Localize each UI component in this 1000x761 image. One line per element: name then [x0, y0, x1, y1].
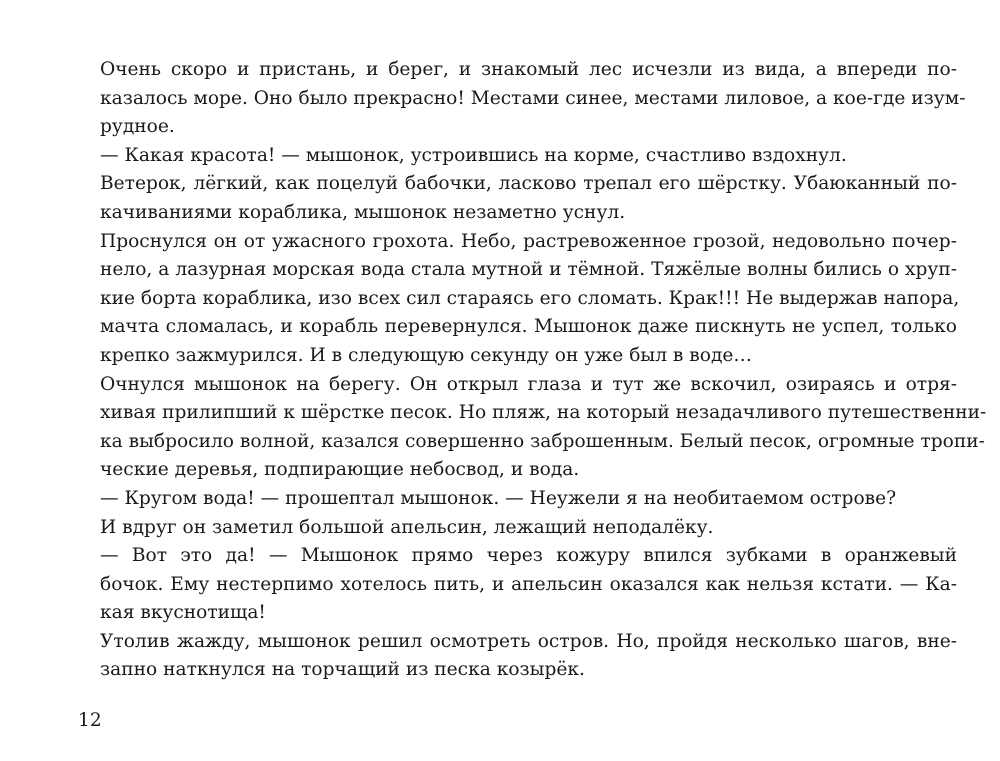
text-line: ческие деревья, подпирающие небосвод, и вода.	[100, 459, 580, 481]
text-line: кая вкуснотища!	[100, 602, 266, 624]
text-line: Утолив жажду, мышонок решил осмотреть остров. Но, пройдя несколько шагов, вне-	[100, 630, 957, 652]
paragraph	[100, 485, 957, 514]
paragraph	[100, 514, 957, 543]
text-line: ка выбросило волной, казался совершенно заброшенным. Белый песок, огромные тропи-	[100, 430, 985, 452]
text-line: — Вот это да! — Мышонок прямо через кожуру впился зубками в оранжевый	[100, 545, 957, 567]
text-line: казалось море. Оно было прекрасно! Местами синее, местами лиловое, а кое-где изум-	[100, 87, 966, 109]
text-line: бочок. Ему нестерпимо хотелось пить, и апельсин оказался как нельзя кстати. — Ка-	[100, 573, 957, 595]
text-line: И вдруг он заметил большой апельсин, лежащий неподалёку.	[100, 516, 714, 538]
text-line: — Кругом вода! — прошептал мышонок. — Неужели я на необитаемом острове?	[100, 487, 897, 509]
paragraph	[100, 228, 960, 371]
text-line: качиваниями кораблика, мышонок незаметно уснул.	[100, 201, 626, 223]
text-line: хивая прилипший к шёрстке песок. Но пляж, на который незадачливого путешественни-	[100, 402, 987, 424]
text-line: Ветерок, лёгкий, как поцелуй бабочки, ласково трепал его шёрстку. Убаюканный по-	[100, 173, 957, 195]
text-line: крепко зажмурился. И в следующую секунду он уже был в воде…	[100, 344, 753, 366]
text-line: нело, а лазурная морская вода стала мутной и тёмной. Тяжёлые волны бились о хруп-	[100, 259, 957, 281]
text-line: Очнулся мышонок на берегу. Он открыл глаза и тут же вскочил, озираясь и отря-	[100, 373, 957, 395]
paragraph	[100, 542, 957, 628]
text-line: рудное.	[100, 116, 175, 138]
text-line: — Какая красота! — мышонок, устроившись на корме, счастливо вздохнул.	[100, 144, 847, 166]
page-number: 12	[78, 710, 102, 731]
story-text	[100, 56, 987, 685]
paragraph	[100, 170, 957, 227]
text-line: запно наткнулся на торчащий из песка козырёк.	[100, 659, 585, 681]
text-line: Проснулся он от ужасного грохота. Небо, растревоженное грозой, недовольно почер-	[100, 230, 957, 252]
paragraph	[100, 371, 987, 485]
text-line: Очень скоро и пристань, и берег, и знакомый лес исчезли из вида, а впереди по-	[100, 59, 957, 80]
paragraph	[100, 628, 957, 685]
paragraph	[100, 142, 957, 171]
text-line: мачта сломалась, и корабль перевернулся. Мышонок даже пискнуть не успел, только	[100, 316, 957, 338]
paragraph	[100, 56, 966, 142]
text-line: кие борта кораблика, изо всех сил стараясь его сломать. Крак!!! Не выдержав напора,	[100, 287, 960, 309]
